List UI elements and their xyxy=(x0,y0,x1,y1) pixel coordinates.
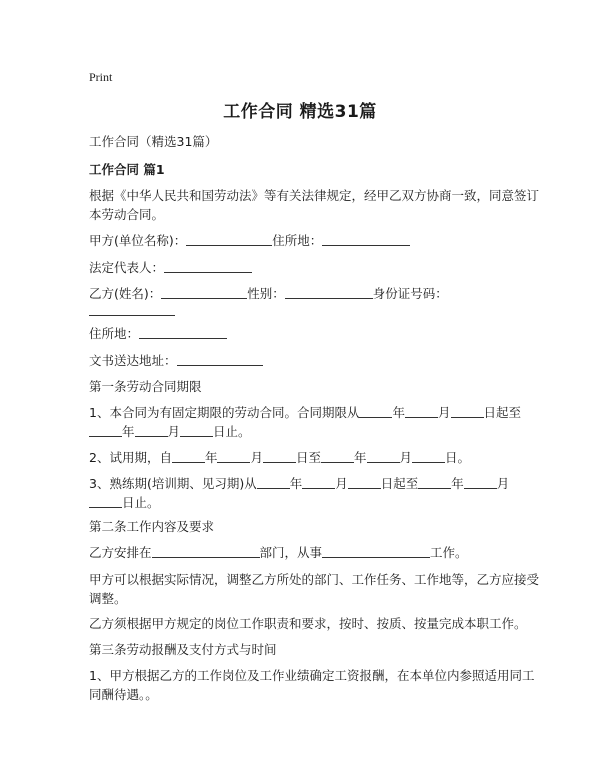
year-text: 年 xyxy=(289,476,303,491)
gender-blank[interactable] xyxy=(285,285,373,299)
start-day-blank[interactable] xyxy=(451,404,484,418)
end-year-blank[interactable] xyxy=(89,423,122,437)
party-b-label: 乙方(姓名)： xyxy=(89,286,162,301)
doc-address-row xyxy=(89,351,263,370)
intro-line-1: 根据《中华人民共和国劳动法》等有关法律规定，经甲乙双方协商一致，同意签订 xyxy=(89,188,540,203)
a1-p2-text: 2、试用期，自 xyxy=(89,450,172,465)
gender-label: 性别： xyxy=(247,286,285,301)
address2-label: 住所地： xyxy=(89,326,140,341)
month-text: 月 xyxy=(335,476,348,491)
year-text: 年 xyxy=(354,450,367,465)
day-text: 日。 xyxy=(445,450,471,465)
party-a-label: 甲方(单位名称)： xyxy=(89,233,187,248)
a3-p1-line1: 1、甲方根据乙方的工作岗位及工作业绩确定工资报酬，在本单位内参照适用同工 xyxy=(89,668,535,683)
a2-p3: 乙方须根据甲方规定的岗位工作职责和要求，按时、按质、按量完成本职工作。 xyxy=(89,616,527,631)
print-label[interactable]: Print xyxy=(89,70,113,84)
year-text: 年 xyxy=(392,405,405,420)
training-end-month-blank[interactable] xyxy=(464,475,497,489)
probation-start-year-blank[interactable] xyxy=(172,449,205,463)
a2-p2-line1: 甲方可以根据实际情况，调整乙方所处的部门、工作任务、工作地等，乙方应接受 xyxy=(89,572,540,587)
year-text: 年 xyxy=(122,424,135,439)
a2-p1 xyxy=(89,543,468,562)
day-end-text: 日止。 xyxy=(213,424,251,439)
start-year-blank[interactable] xyxy=(359,404,392,418)
article1-title: 第一条劳动合同期限 xyxy=(89,379,202,394)
training-start-month-blank[interactable] xyxy=(302,475,335,489)
day-to-text: 日至 xyxy=(296,450,322,465)
year-text: 年 xyxy=(451,476,464,491)
month-text: 月 xyxy=(167,424,181,439)
year-text: 年 xyxy=(204,450,218,465)
probation-end-year-blank[interactable] xyxy=(321,449,354,463)
subtitle: 工作合同（精选31篇） xyxy=(89,134,218,149)
party-b-blank[interactable] xyxy=(161,285,247,299)
probation-start-day-blank[interactable] xyxy=(263,449,296,463)
a2-p1-start: 乙方安排在 xyxy=(89,545,152,560)
a1-p3-line1 xyxy=(89,474,509,493)
intro-line-2: 本劳动合同。 xyxy=(89,207,165,222)
id-label: 身份证号码： xyxy=(372,286,448,301)
training-end-year-blank[interactable] xyxy=(418,475,451,489)
probation-end-day-blank[interactable] xyxy=(412,449,445,463)
day-start-text: 日起至 xyxy=(380,476,419,491)
day-end-text: 日止。 xyxy=(122,495,160,510)
party-a-blank[interactable] xyxy=(186,232,272,246)
month-text: 月 xyxy=(399,450,413,465)
position-blank[interactable] xyxy=(322,544,430,558)
month-text: 月 xyxy=(496,476,510,491)
article3-title: 第三条劳动报酬及支付方式与时间 xyxy=(89,642,277,657)
end-month-blank[interactable] xyxy=(135,423,168,437)
month-text: 月 xyxy=(250,450,263,465)
a2-p2-line2: 调整。 xyxy=(89,591,127,606)
a1-p1-text: 1、本合同为有固定期限的劳动合同。合同期限从 xyxy=(89,405,360,420)
a2-p1-end: 工作。 xyxy=(430,545,468,560)
id-blank-row xyxy=(89,301,175,320)
section-title: 工作合同 篇1 xyxy=(89,162,165,177)
page-title: 工作合同 精选31篇 xyxy=(223,102,377,122)
a1-p2 xyxy=(89,448,470,467)
doc-address-blank[interactable] xyxy=(177,352,263,366)
training-end-day-blank[interactable] xyxy=(89,494,122,508)
day-start-text: 日起至 xyxy=(483,405,522,420)
a1-p1-line2 xyxy=(89,422,251,441)
department-blank[interactable] xyxy=(152,544,260,558)
address-label: 住所地： xyxy=(272,233,323,248)
legal-rep-row xyxy=(89,258,252,277)
address2-blank[interactable] xyxy=(139,325,227,339)
a3-p1-line2: 同酬待遇。。 xyxy=(89,687,158,702)
start-month-blank[interactable] xyxy=(405,404,438,418)
legal-rep-label: 法定代表人： xyxy=(89,260,165,275)
a1-p3-line2 xyxy=(89,493,160,512)
training-start-day-blank[interactable] xyxy=(348,475,381,489)
address2-row xyxy=(89,324,227,343)
probation-start-month-blank[interactable] xyxy=(217,449,250,463)
id-blank[interactable] xyxy=(89,302,175,316)
a1-p1-line1 xyxy=(89,403,521,422)
month-text: 月 xyxy=(437,405,451,420)
probation-end-month-blank[interactable] xyxy=(367,449,400,463)
a1-p3-text: 3、熟练期(培训期、见习期)从 xyxy=(89,476,257,491)
training-start-year-blank[interactable] xyxy=(257,475,290,489)
a2-p1-mid: 部门，从事 xyxy=(259,545,323,560)
end-day-blank[interactable] xyxy=(180,423,213,437)
doc-address-label: 文书送达地址： xyxy=(89,353,177,368)
address-blank[interactable] xyxy=(322,232,410,246)
legal-rep-blank[interactable] xyxy=(164,259,252,273)
party-a-row xyxy=(89,231,410,250)
article2-title: 第二条工作内容及要求 xyxy=(89,519,215,534)
